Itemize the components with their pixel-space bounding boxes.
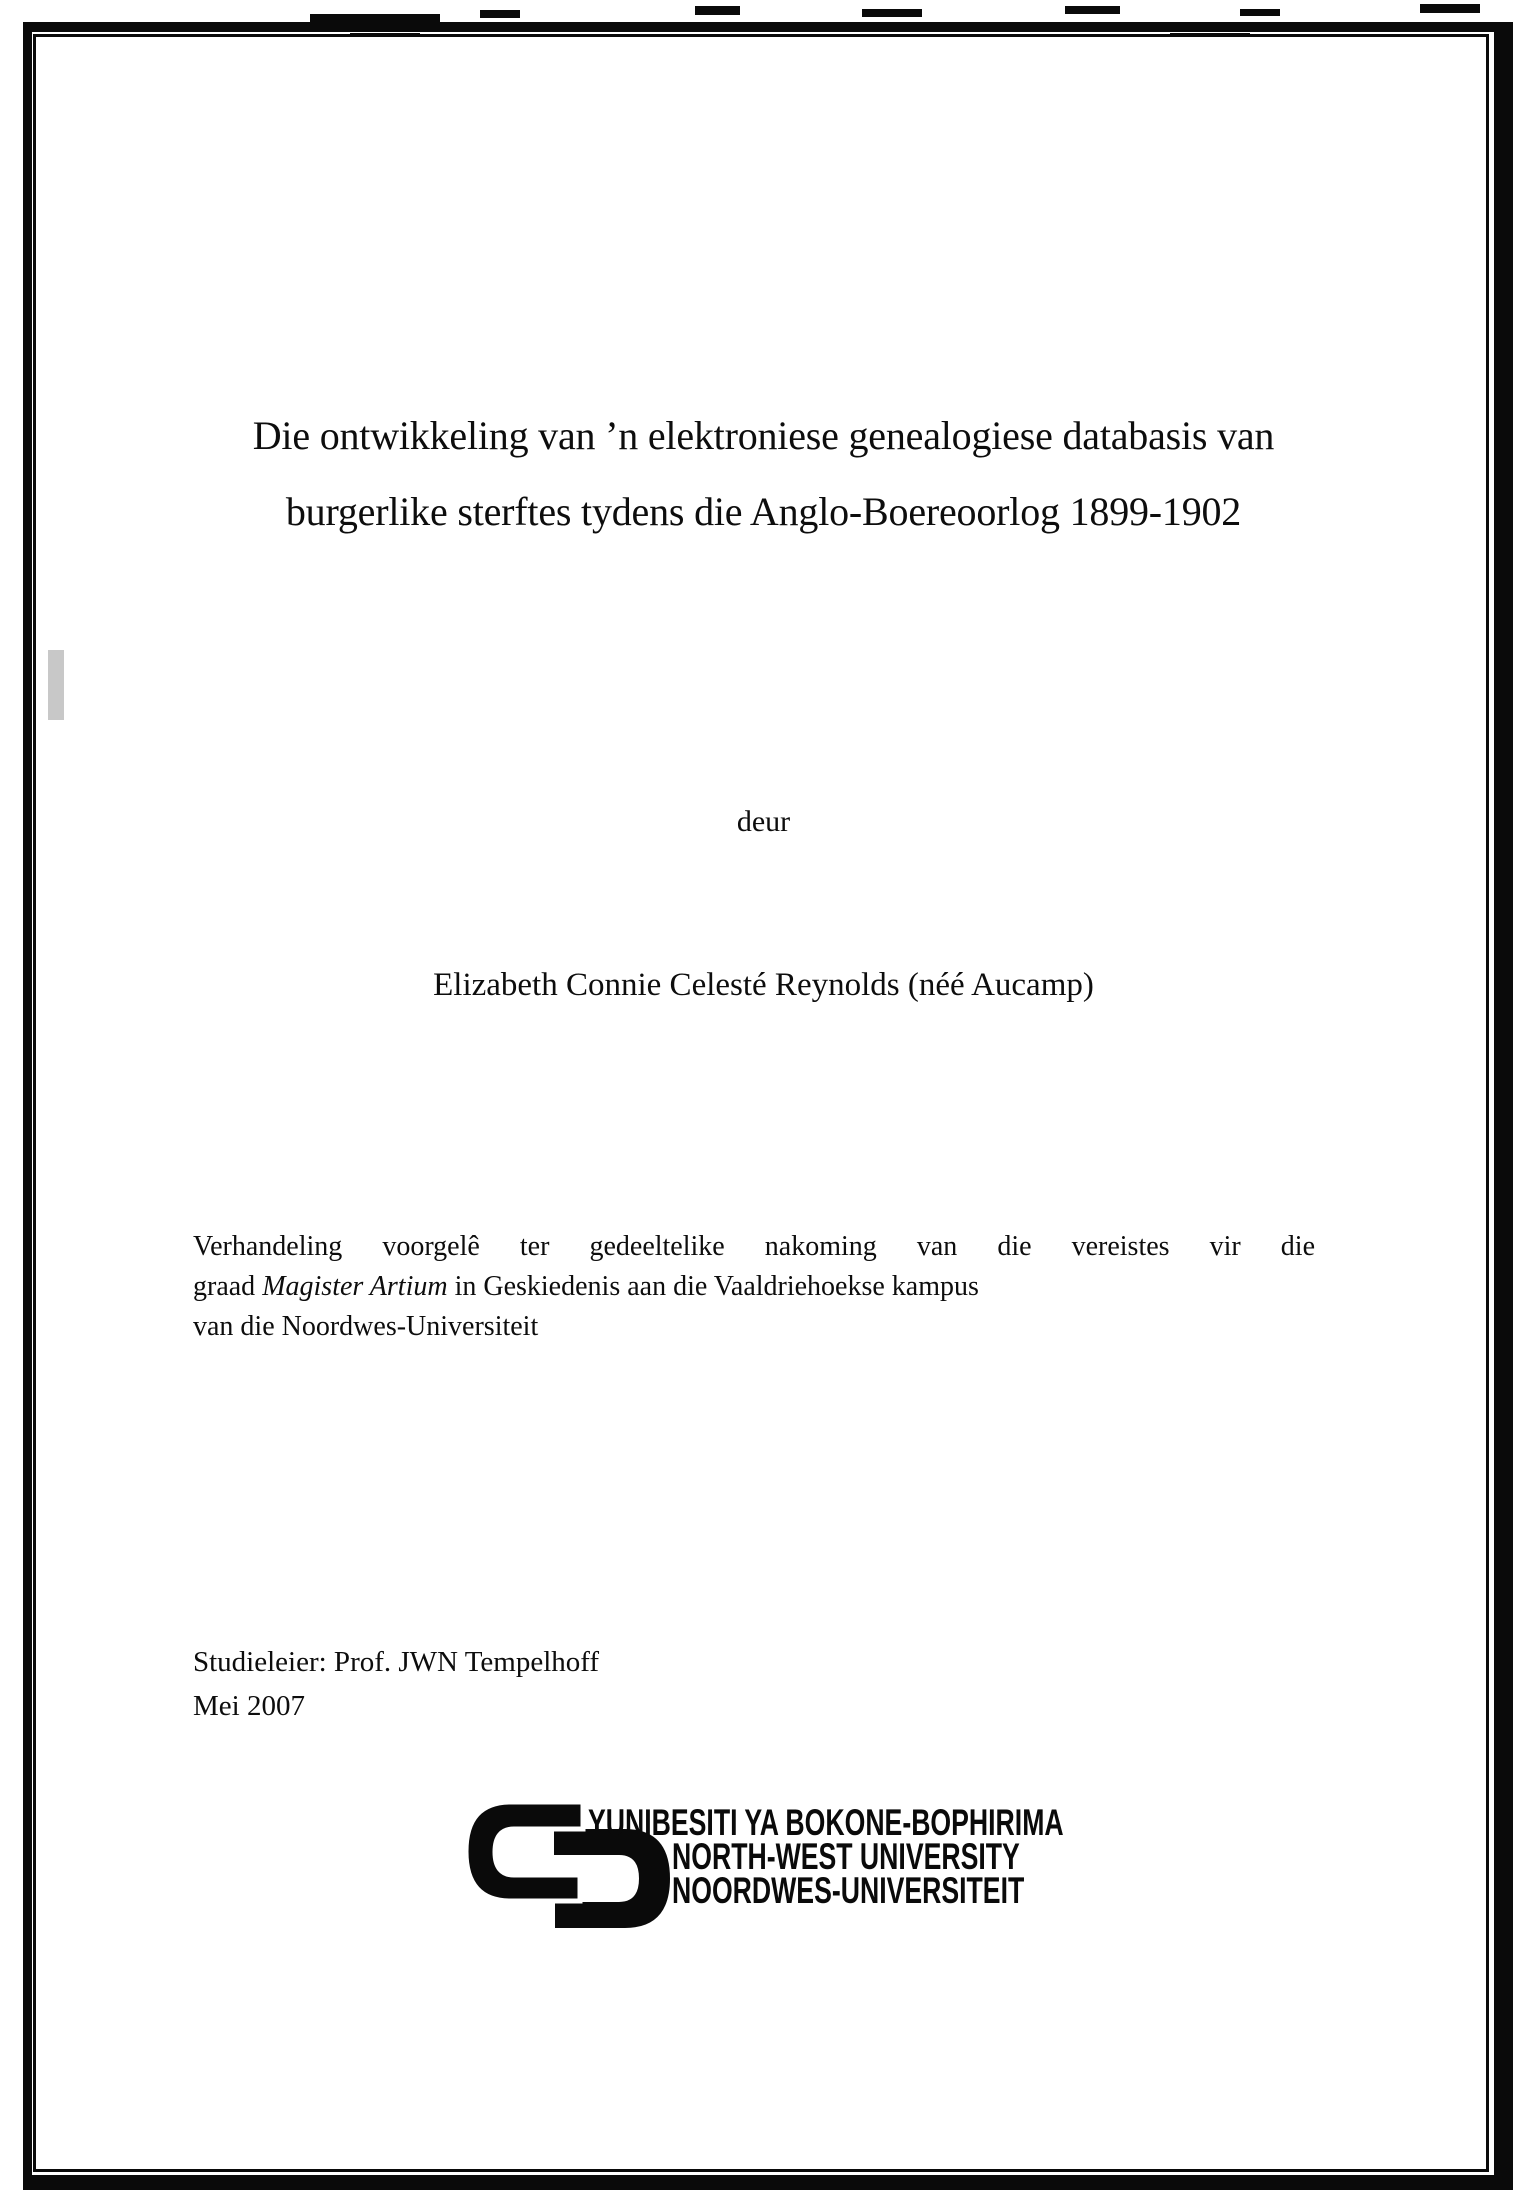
logo-text-english: NORTH-WEST UNIVERSITY: [672, 1836, 1020, 1877]
degree-statement-line2-prefix: graad: [193, 1271, 263, 1302]
logo-text-setswana: YUNIBESITI YA BOKONE-BOPHIRIMA: [588, 1802, 1064, 1843]
byline: deur: [736, 805, 791, 838]
degree-statement-line1: Verhandeling voorgelê ter gedeeltelike nakoming van die vereistes vir die: [193, 1231, 1315, 1262]
scan-artifact: [48, 650, 64, 720]
scan-artifact: [480, 10, 520, 18]
scan-artifact: [1240, 9, 1280, 16]
supervisor-block: [193, 1640, 599, 1728]
scan-artifact: [1065, 6, 1120, 14]
scan-artifact: [1170, 33, 1250, 37]
degree-name-italic: Magister Artium: [262, 1271, 448, 1302]
scan-artifact: [350, 33, 420, 37]
university-logo-text: [588, 1802, 1249, 1911]
scan-artifact: [695, 6, 740, 15]
author-name: Elizabeth Connie Celesté Reynolds (néé Aucamp): [433, 967, 1094, 1003]
thesis-title-line1: Die ontwikkeling van ’n elektroniese genealogiese databasis van: [252, 413, 1275, 458]
thesis-title: [80, 398, 1447, 550]
scan-artifact: [862, 9, 922, 17]
scan-artifact: [1420, 4, 1480, 13]
degree-statement: [193, 1227, 1315, 1347]
degree-statement-line2: [193, 1267, 1315, 1307]
thesis-title-line2: burgerlike sterftes tydens die Anglo-Boereoorlog 1899-1902: [285, 489, 1242, 534]
scan-artifact: [310, 14, 440, 23]
degree-statement-line3: van die Noordwes-Universiteit: [193, 1311, 539, 1342]
date-line: Mei 2007: [193, 1690, 305, 1722]
logo-text-afrikaans: NOORDWES-UNIVERSITEIT: [672, 1870, 1025, 1911]
supervisor-line: Studieleier: Prof. JWN Tempelhoff: [193, 1646, 600, 1678]
degree-statement-line2-suffix: in Geskiedenis aan die Vaaldriehoekse kampus: [447, 1271, 979, 1302]
university-logo: [466, 1800, 1106, 1940]
